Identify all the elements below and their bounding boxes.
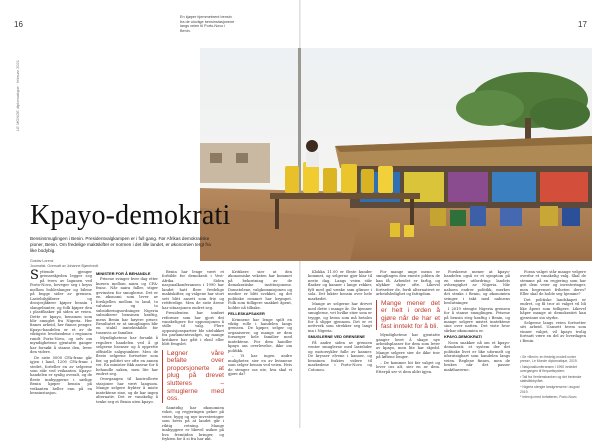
section-subhead: MINISTER FOR Å BEHANDLE [96,271,151,276]
article-subheading: Bensinsmuglingen i Benin. Presidentvalgkampen er i full gang. Før Afrikas demokratiske pioner, Benin. Om fredelige maktskifter er normen i det lille landet, er økonomien tergt fra like bodybig. [30,236,211,253]
paragraph: Foran valget står mange velgere overfor et vanskelig valg. Skal de stemme på en regjering som har gitt dem veier og investeringer, men begrenset friheten deres? Eller skal de holde seg hjemme? [520,270,586,297]
paragraph: – Vi har ingen andre muligheter, sier en av kvinnene som selger bensin ved veien. Hvis de stenger oss ute, hva skal vi gjøre da? [228,354,292,376]
paragraph: Presidenten har innført reformer som har gjort det vanskeligere for opposisjonen å stille til valg. Flere opposisjonspartier ble utelukket fra parlamentsvalget, og mange kritikere har gått i eksil eller blitt fengslet. [162,311,224,347]
photo-caption: En kjøper hjemmebrent bensin fra de ulovlige bensinstasjonene langs veien til Porto-Novo i Benin. [180,15,235,33]
paragraph: I 2019 stengte Nigeria grensen for å stanse smuglingen. Prisene på bensin steg kraftig i Benin, og mange selgere mistet inntektene sine over natten. Det viste hvor sårbar økonomien er. [444,306,510,333]
byline-author: Gustav Lorenz [30,259,54,263]
text-column [444,270,510,420]
paragraph: Kritikere sier at den økonomiske veksten har kommet på bekostning av de demokratiske institusjonene. Domstolene, valgkommisjonen og medier er blitt svekket, og det politiske rommet har krympet. Folk som tidligere snakket åpent, holder nå tilbake. [228,270,292,310]
paragraph: Benin har lenge vært et forbilde for demokrati i Vest-Afrika. Siden nasjonalkonferansen i 1990 har landet hatt flere fredelige maktskifter, og valgene har stort sett blitt ansett som frie og rettferdige. Men de siste årene har situasjonen endret seg. [162,270,224,310]
page-number-right: 17 [578,20,587,29]
paragraph: Myndighetene har forsøkt å regulere handelen ved å gi selgerne lisenser og å opprette offisielle salgspunkter. Men de fleste selgerne fortsetter som før, og politiet ser ofte en annen vei. En minister fikk ansvar for å behandle saken, men lite har endret seg. [96,336,158,376]
paragraph: Overgangen til kontrollerte stasjoner har vært langsom. Mange selgere frykter å miste inntektene sine, og de har ingen alternativ. Det er vanskelig å tenke seg et Benin uten kpayo. [96,377,158,404]
section-subhead: KPAYO-DEMOKRATI [444,334,482,340]
text-column [308,270,372,420]
endnote: ⁴ Nigeria stengte landgrensene i august 2019. [520,385,580,394]
paragraph: Noen snakker nå om et kpayo-demokrati: et system der det politiske livet er like uformelt og uforutsigbart som handelen langs veien. Reglene finnes, men de brukes når det passer makthaverne. [444,340,510,372]
paragraph [30,270,92,355]
section-subhead: FELLESKAPSAKER [228,311,265,317]
paragraph: Forskerne mener at kpayo-handelen også er et symptom på en større utfordring: landets avhengighet av Nigeria. Når naboen endrer politikk, merkes det straks i Benin, og økonomien svinger i takt med naboens beslutninger. [444,270,510,306]
paragraph: Mange av selgerne har drevet med dette i mange år. De kjenner smuglerne, vet hvilke stier som er trygge, og hvem som må betales for å slippe gjennom. Det er et nettverk som strekker seg langt inn i Nigeria. [308,302,372,333]
text-column [520,270,586,352]
pull-quote: Løgner våre befalte over proporsjonerte at plug på drevet slutteres – smuglerne med oss. [162,350,224,403]
page-number-left: 16 [14,20,23,29]
byline [30,259,130,268]
paragraph-text: yttende gjenger grenseskjeden legger seg på tvers av lagunen ved Porto-Novo, beveger seg i kryss mellom bobleslanger og bilene på begge sider av grensen. Lastebilsjåfører og drosjesjåfører kjøper bensin i slangebunter, og folk kjøper den i plastflasker på siden av veien. Dette er kpayo, bensinen som blir smuglet fra Nigeria. Her finnes arbeid, her finnes penger. Kpayo-handelen er et av de viktigste levebrødene i regionen rundt Porto-Novo, og selv om myndighetene gjentatte ganger har forsøkt å stanse den, lever den videre. [30,270,92,355]
endnote: ⁵ Intervju med forfatteren, Porto-Novo. [520,395,578,400]
text-column [30,270,92,420]
section-subhead: SMUGLERNE VED GRENSENE [308,334,365,340]
paragraph: For mange unge menn er smuglingen den eneste jobben de kan få. Arbeidet er farlig, og ulykker skjer ofte. Likevel fortsetter de, fordi alternativet er arbeidsledighet og fattigdom. [376,270,440,297]
paragraph: På andre siden av grensen venter smuglerne med lastebiler og motorsykler fulle av kanner. De krysser elvene i kanoer, og bensinen fraktes videre til markedene i Porto-Novo og Cotonou. [308,340,372,372]
paragraph: Selgerne langs veien fortsetter sitt arbeid. Uansett hvem som vinner valget, vil kpayo trolig fortsatt være en del av hverdagen i Benin. [520,320,586,343]
paragraph: – De kommer hit før valget og lover oss alt, sier en av dem. Etterpå ser vi dem aldri igjen. [376,360,440,374]
byline-note: Journalist. Oversatt av Johanne Bjørntvedt. [30,263,99,268]
running-footer-left: LE MONDE diplomatique · februar 2021 [15,60,20,131]
endnote: ³ Tall fra Verdensbanken og det beninske statistikkbyrået. [520,375,582,384]
endnote: ¹ Se «Benin: en fredelig modell under press», Le Monde diplomatique, 2019. [520,355,578,364]
paragraph: Klokka 11.00 er fleste kunder kommet, og selgerne gjør klar til neste dag. Langs veien står flasker og kanner i lange rekker, fylt med gul væske som glinser i sola. Det lukter bensin over hele markedet. [308,270,372,301]
paragraph: Prisene svinger hver dag etter kursen mellom naira og CFA-franc. Når naira faller, stiger gevinsten for smuglerne. Det er en økonomi som lever av forskjellen mellom to land, to valutaer og to subsidieringsordninger. Nigeria subsidierer bensinen kraftig, mens Benin har høyere priser. Resultatet er at smuglingen blir en stabil inntektskilde for tusenvis av familier. [96,277,158,335]
text-column [96,270,158,420]
paragraph: Det politiske landskapet er endret, og få tror at valget vil bli like åpent som tidligere. Likevel håper mange at demokratiet kan gjenvinne sin styrke. [520,297,586,320]
article-headline: Kpayo-demokrati [30,200,231,231]
pull-quote: Mange mener det er helt i orden å gjøre når de har et fast inntekt for å bli. [376,300,440,330]
photo-roadside-fuel-stall [200,48,592,261]
paragraph: De siste 5000 CFA-franc går igjen i land, 1200 CFA-franc i stedet, forteller en av selgerne som står ved veikanten. Kpayo-handelen er synlig overalt, og de fleste innbyggerne i sørlige Benin kjøper bensin på veikanten heller enn på en bensinstasjon. [30,355,92,396]
text-column [162,270,224,441]
paragraph: Samtidig har økonomien vokst, og regjeringen peker på veier, bygg og nye investeringer som bevis på at landet går i riktig retning. Mange innbyggere er likevel usikre på hva fremtiden bringer, og frykten for å si fra har økt. [162,405,224,441]
text-column [228,270,292,420]
drop-cap: S [30,268,39,283]
endnotes [520,355,586,401]
paragraph: Kvinnene har lenge spilt en viktig rolle i handelen langs grensen. De kjøper, selger og organiserer, og mange av dem forsørger hele familier med inntektene. For dem handler kpayo om overlevelse, ikke om politikk. [228,317,292,353]
text-column [376,270,440,420]
paragraph: Myndighetene har gjentatte ganger lovet å skape nye arbeidsplasser for dem som lever av kpayo, men lite har skjedd. Mange selgere sier de ikke tror på løftene lenger. [376,333,440,360]
endnote: ² Nasjonalkonferansen i 1990 innledet overgangen til flerpartisystem. [520,365,577,374]
